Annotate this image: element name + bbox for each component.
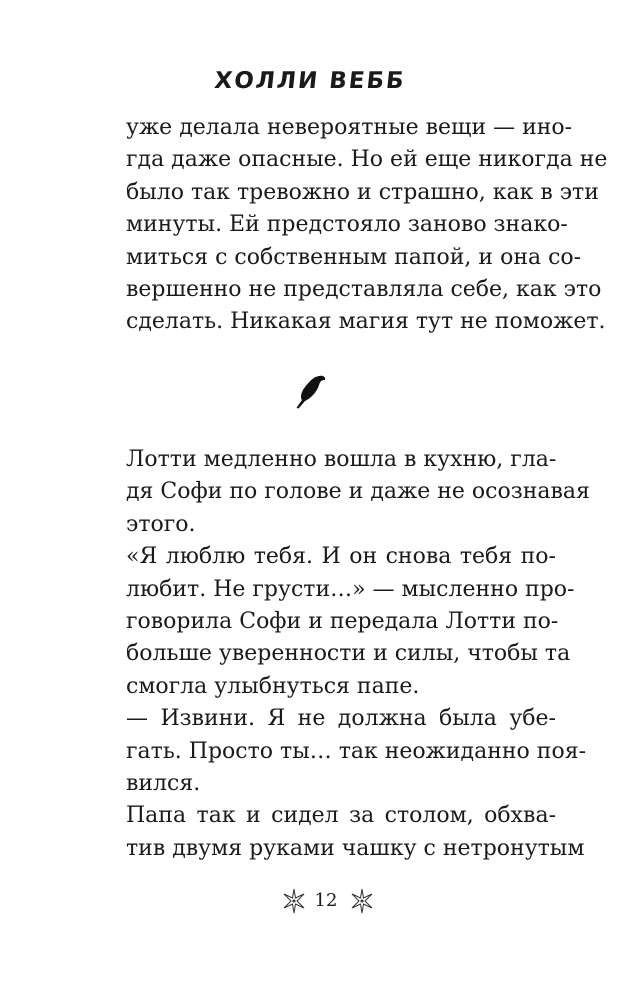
text-line: Лотти медленно вошла в кухню, гла- xyxy=(126,447,557,472)
bird-feather-icon xyxy=(293,372,327,410)
text-line: уже делала невероятные вещи — ино- xyxy=(126,115,573,140)
running-header: ХОЛЛИ ВЕББ xyxy=(213,68,407,94)
text-line: вершенно не представляла себе, как это xyxy=(126,276,602,302)
text-line: гать. Просто ты… так неожиданно поя- xyxy=(126,738,587,764)
text-line: минуты. Ей предстояло заново знако- xyxy=(126,212,568,238)
text-line: тив двумя руками чашку с нетронутым xyxy=(126,835,585,861)
text-line: гда даже опасные. Но ей еще никогда не xyxy=(126,147,608,173)
page-number: 12 xyxy=(314,890,338,911)
text-line: миться с собственным папой, и она со- xyxy=(126,244,582,270)
sparkle-star-icon xyxy=(349,888,375,914)
text-line: — Извини. Я не должна была убе- xyxy=(126,706,556,732)
text-line: этого. xyxy=(126,511,196,537)
sparkle-star-icon xyxy=(281,888,307,914)
text-line: любит. Не грусти…» — мысленно про- xyxy=(126,576,575,602)
text-line: говорила Софи и передала Лотти по- xyxy=(126,608,559,634)
text-line: Папа так и сидел за столом, обхва- xyxy=(126,803,556,829)
text-line: «Я люблю тебя. И он снова тебя по- xyxy=(126,544,556,570)
text-line: сделать. Никакая магия тут не поможет. xyxy=(126,309,606,335)
text-line: больше уверенности и силы, чтобы та xyxy=(126,641,571,667)
text-line: дя Софи по голове и даже не осознавая xyxy=(126,479,590,505)
paragraph-bottom xyxy=(126,444,590,865)
paragraph-top xyxy=(126,112,608,339)
text-line: вился. xyxy=(126,770,201,796)
text-line: было так тревожно и страшно, как в эти xyxy=(126,179,599,205)
text-line: смогла улыбнуться папе. xyxy=(126,673,420,699)
page-footer xyxy=(0,888,620,914)
